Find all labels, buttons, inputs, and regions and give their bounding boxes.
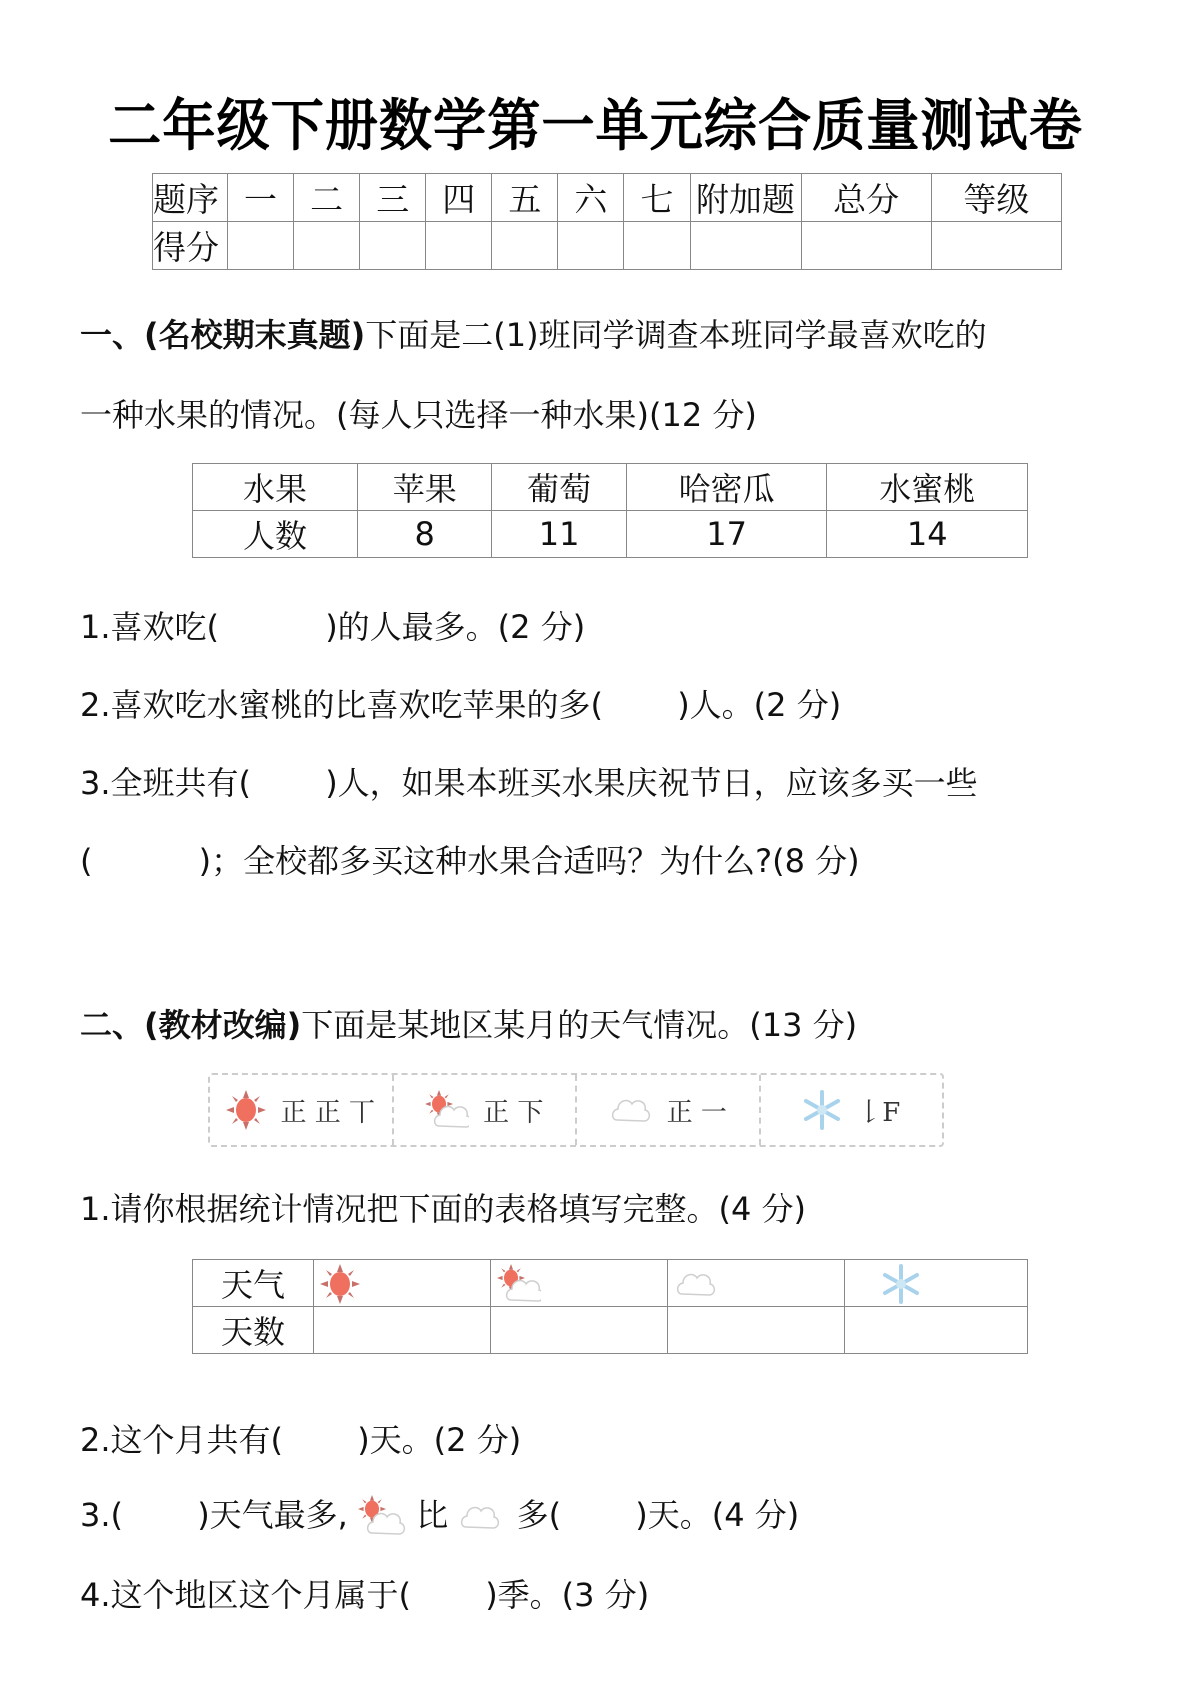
weather-icon-cell <box>845 1260 1028 1307</box>
weather-days-cell[interactable] <box>314 1307 491 1354</box>
score-header-cell: 一 <box>228 174 294 222</box>
section1-tag: (名校期末真题) <box>144 316 366 354</box>
tally-snow <box>761 1075 943 1145</box>
score-cell[interactable] <box>624 222 690 270</box>
fruit-count: 14 <box>827 511 1028 558</box>
snowflake-icon <box>881 1264 921 1304</box>
tally-cloudy <box>577 1075 761 1145</box>
score-cell[interactable] <box>294 222 360 270</box>
page-title: 二年级下册数学第一单元综合质量测试卷 <box>108 94 1083 159</box>
fruit-count: 17 <box>626 511 827 558</box>
section1-intro-line2: 一种水果的情况。(每人只选择一种水果)(12 分) <box>80 396 757 434</box>
score-cell[interactable] <box>690 222 801 270</box>
weather-icon-cell <box>491 1260 668 1307</box>
weather-icon-cell <box>668 1260 845 1307</box>
score-header-cell: 附加题 <box>690 174 801 222</box>
sun-icon <box>226 1090 266 1130</box>
fruit-name: 哈密瓜 <box>626 464 827 511</box>
q3-part1: 3.( )天气最多, <box>80 1496 348 1534</box>
score-cell[interactable] <box>426 222 492 270</box>
partly-cloudy-icon <box>497 1264 541 1304</box>
section2-intro-text: 下面是某地区某月的天气情况。(13 分) <box>301 1006 858 1044</box>
score-cell[interactable] <box>558 222 624 270</box>
score-header-cell: 题序 <box>153 174 228 222</box>
weather-days-cell[interactable] <box>491 1307 668 1354</box>
score-header-cell: 四 <box>426 174 492 222</box>
partly-cloudy-icon <box>425 1090 469 1130</box>
tally-marks: 正 下 <box>483 1097 544 1128</box>
section2-number: 二、 <box>80 1006 145 1044</box>
section2-question-3 <box>80 1490 799 1539</box>
weather-icon-cell <box>314 1260 491 1307</box>
tally-marks: 𠄌F <box>856 1097 901 1128</box>
weather-days-cell[interactable] <box>668 1307 845 1354</box>
sun-icon <box>320 1264 360 1304</box>
section2-tag: (教材改编) <box>144 1006 302 1044</box>
score-header-cell: 五 <box>492 174 558 222</box>
score-header-cell: 六 <box>558 174 624 222</box>
section1-question-3-line1: 3.全班共有( )人，如果本班买水果庆祝节日，应该多买一些 <box>80 764 978 802</box>
score-cell[interactable] <box>228 222 294 270</box>
cloud-icon <box>609 1090 653 1130</box>
section1-question-2: 2.喜欢吃水蜜桃的比喜欢吃苹果的多( )人。(2 分) <box>80 686 842 724</box>
score-table-header-row <box>153 174 1062 222</box>
score-table <box>152 173 1062 270</box>
section1-intro-line1 <box>80 310 987 356</box>
snowflake-icon <box>802 1090 842 1130</box>
tally-sunny <box>210 1075 394 1145</box>
score-cell[interactable] <box>801 222 931 270</box>
score-header-cell: 二 <box>294 174 360 222</box>
fruit-name: 水蜜桃 <box>827 464 1028 511</box>
fruit-name: 葡萄 <box>492 464 626 511</box>
fruit-count: 11 <box>492 511 626 558</box>
section2-question-1: 1.请你根据统计情况把下面的表格填写完整。(4 分) <box>80 1190 807 1228</box>
section2-question-4: 4.这个地区这个月属于( )季。(3 分) <box>80 1576 650 1614</box>
score-header-cell: 七 <box>624 174 690 222</box>
weather-row-label: 天数 <box>193 1307 314 1354</box>
section2-question-2: 2.这个月共有( )天。(2 分) <box>80 1421 522 1459</box>
q3-part3: 多( )天。(4 分) <box>516 1496 800 1534</box>
tally-partly-cloudy <box>394 1075 578 1145</box>
score-header-cell: 总分 <box>801 174 931 222</box>
fruit-count: 8 <box>358 511 492 558</box>
partly-cloudy-icon <box>358 1495 406 1539</box>
fruit-table-header-row <box>193 464 1028 511</box>
weather-table <box>192 1259 1028 1354</box>
score-row-label: 得分 <box>153 222 228 270</box>
tally-marks: 正 正 丅 <box>280 1097 376 1128</box>
section1-intro-text: 下面是二(1)班同学调查本班同学最喜欢吃的 <box>365 316 987 354</box>
section1-question-1: 1.喜欢吃( )的人最多。(2 分) <box>80 608 586 646</box>
score-cell[interactable] <box>492 222 558 270</box>
fruit-table <box>192 463 1028 558</box>
cloud-icon <box>674 1264 718 1304</box>
score-cell[interactable] <box>360 222 426 270</box>
score-table-score-row <box>153 222 1062 270</box>
cloud-icon <box>458 1497 506 1537</box>
score-cell[interactable] <box>931 222 1061 270</box>
fruit-header-label: 水果 <box>193 464 358 511</box>
weather-header-label: 天气 <box>193 1260 314 1307</box>
tally-marks: 正 一 <box>666 1097 727 1128</box>
weather-days-cell[interactable] <box>845 1307 1028 1354</box>
section1-question-3-line2: ( )；全校都多买这种水果合适吗？为什么?(8 分) <box>80 842 860 880</box>
fruit-name: 苹果 <box>358 464 492 511</box>
weather-table-days-row <box>193 1307 1028 1354</box>
q3-part2: 比 <box>416 1496 449 1534</box>
section2-intro <box>80 1000 857 1046</box>
section1-number: 一、 <box>80 316 145 354</box>
weather-tally-box <box>208 1073 944 1147</box>
score-header-cell: 等级 <box>931 174 1061 222</box>
weather-table-header-row <box>193 1260 1028 1307</box>
score-header-cell: 三 <box>360 174 426 222</box>
fruit-table-count-row <box>193 511 1028 558</box>
fruit-row-label: 人数 <box>193 511 358 558</box>
